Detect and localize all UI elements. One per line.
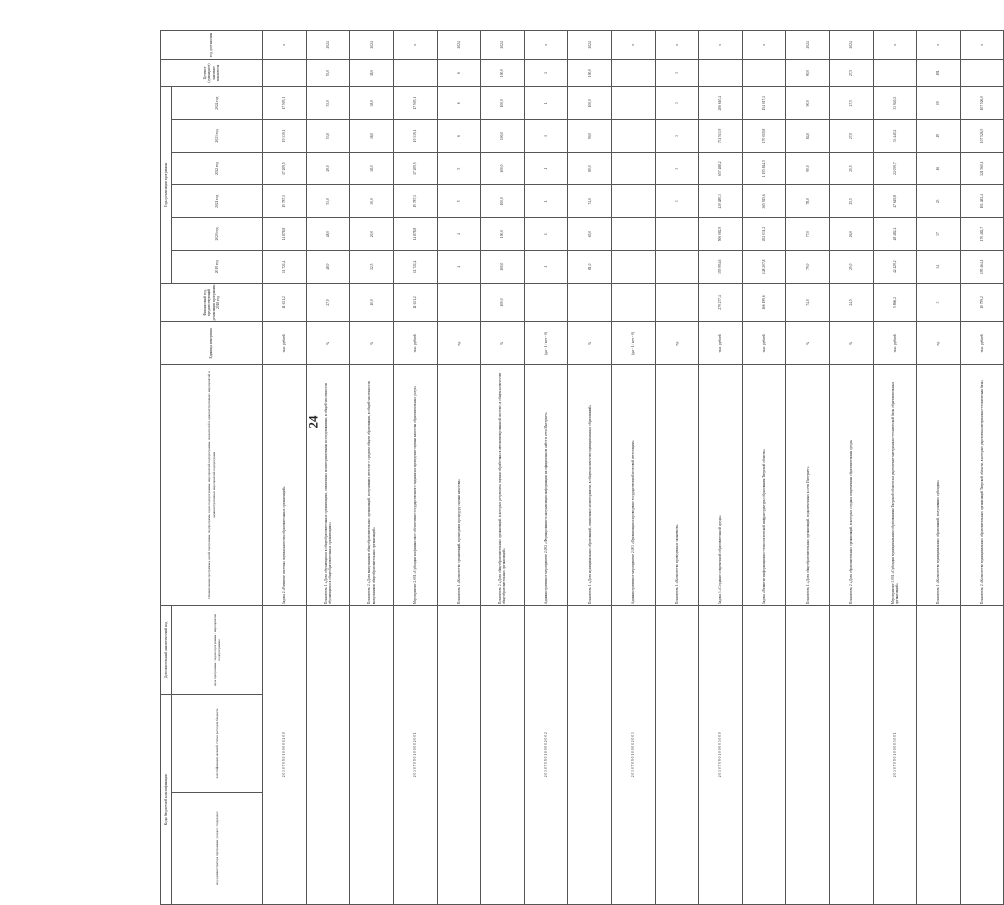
program-table	[160, 30, 1004, 905]
row-year: х	[742, 31, 786, 60]
row-value: 20,0	[350, 218, 394, 251]
row-value: 3	[655, 120, 699, 153]
row-unit: %	[829, 322, 873, 365]
row-value: 17 505,1	[393, 87, 437, 120]
row-year: х	[699, 31, 743, 60]
row-value: 30,0	[350, 185, 394, 218]
header-year-2023: 2023 год	[171, 120, 263, 153]
row-value: 53,0	[306, 87, 350, 120]
row-final: 90,0	[786, 59, 830, 87]
row-value	[611, 152, 655, 185]
row-value: 6	[437, 87, 481, 120]
header-admin: код администратора программы / раздел / подраздел	[171, 792, 263, 904]
row-value: 14 878,8	[263, 218, 307, 251]
header-year-2024: 2024 год	[171, 87, 263, 120]
table-row	[524, 31, 568, 905]
row-value: 65,0	[568, 218, 612, 251]
row-value: 100,0	[481, 87, 525, 120]
row-fin	[437, 283, 481, 322]
row-final: 27,5	[829, 59, 873, 87]
row-value: 27,5	[829, 87, 873, 120]
row-fin: 10,0	[350, 283, 394, 322]
row-code: 2 0 3 0 7 0 9 0 1 0 0 0 0 0 2 0 0	[263, 605, 307, 904]
row-value: 38,0	[350, 87, 394, 120]
row-code	[350, 605, 394, 904]
row-year: 2024	[437, 31, 481, 60]
row-fin: 27,0	[306, 283, 350, 322]
row-final	[873, 59, 917, 87]
table-row	[263, 31, 307, 905]
row-final	[393, 59, 437, 87]
row-value: 100,0	[481, 250, 525, 283]
row-fin: 74,0	[786, 283, 830, 322]
row-fin: 279 277,4	[699, 283, 743, 322]
row-value	[655, 250, 699, 283]
row-value: 17 505,1	[263, 87, 307, 120]
row-value: 49,0	[306, 152, 350, 185]
row-year: 2024	[481, 31, 525, 60]
row-year: х	[263, 31, 307, 60]
row-name: Административное мероприятие 2.003 «Организация и проведение государственной итоговой аттестации»	[611, 365, 655, 605]
table-row	[481, 31, 525, 905]
row-value	[611, 218, 655, 251]
row-value: 100,0	[481, 120, 525, 153]
row-final: 100,0	[481, 59, 525, 87]
header-name: Наименование программы, целей программы, подпрограмм, задач подпрограммы, мероприятий подпрограммы, показателей и административных мероприятий и административных мероприятий подпрограмм	[161, 365, 263, 605]
row-value: 34	[917, 250, 961, 283]
row-code: 2 0 3 0 7 0 9 0 1 0 0 0 0 3 0 0 1	[873, 605, 917, 904]
row-year: х	[655, 31, 699, 60]
row-unit: ед.	[917, 322, 961, 365]
row-code	[786, 605, 830, 904]
row-unit: (да - 1 / нет - 0)	[524, 322, 568, 365]
row-value: 84,0	[786, 120, 830, 153]
row-value: 15 787,1	[263, 185, 307, 218]
row-value	[611, 250, 655, 283]
rotated-table-wrapper	[160, 30, 984, 905]
row-value: 48,0	[306, 250, 350, 283]
row-value: 3	[655, 87, 699, 120]
row-value	[611, 185, 655, 218]
row-name: Показатель 1 «Количество муниципальных образований, получивших субсидии»	[917, 365, 961, 605]
row-value: 121 560,1	[960, 152, 1004, 185]
row-code	[917, 605, 961, 904]
row-value: 4	[437, 250, 481, 283]
row-fin	[568, 283, 612, 322]
row-value: 19 339,1	[263, 120, 307, 153]
row-name: Показатель 2 «Доля образовательных организаций, в которых создана современная образовательная среда»	[829, 365, 873, 605]
table-row	[829, 31, 873, 905]
row-value: 42 429,2	[873, 250, 917, 283]
row-value: 78,0	[786, 185, 830, 218]
row-unit: %	[306, 322, 350, 365]
table-row	[699, 31, 743, 905]
row-name: Задача 2 «Развитие системы оценки качества образовательных организаций»	[263, 365, 307, 605]
row-value: 506 082,9	[699, 218, 743, 251]
row-unit: тыс. рублей	[393, 322, 437, 365]
row-value: 154 017,1	[742, 87, 786, 120]
row-value: 53,0	[306, 185, 350, 218]
row-value: 100,0	[481, 152, 525, 185]
row-unit: %	[350, 322, 394, 365]
row-year: х	[917, 31, 961, 60]
row-value: 33 940,2	[873, 87, 917, 120]
row-value	[611, 120, 655, 153]
row-fin	[524, 283, 568, 322]
header-group-extra: Дополнительный аналитический код	[161, 605, 172, 695]
row-value: 1 155 844,5	[742, 152, 786, 185]
row-value	[655, 218, 699, 251]
header-group-codes: Коды бюджетной классификации	[161, 695, 172, 905]
row-code	[829, 605, 873, 904]
row-name: Показатель 2 «Доля выпускников общеобразовательных организаций, получивших аттестат о среднем общем образовании, в общей численности выпускников общеобразовательных организаций»	[350, 365, 394, 605]
row-year: 2024	[568, 31, 612, 60]
row-value: 38,0	[350, 152, 394, 185]
row-unit: ед.	[437, 322, 481, 365]
row-year: 2024	[306, 31, 350, 60]
row-value: 1	[524, 185, 568, 218]
row-code: 2 0 3 0 7 0 9 0 1 0 0 0 0 3 0 0 0	[699, 605, 743, 904]
row-value: 5	[437, 185, 481, 218]
rotated-table-area	[160, 30, 984, 905]
row-code	[655, 605, 699, 904]
table-row	[350, 31, 394, 905]
row-value: 37	[917, 218, 961, 251]
table-row	[742, 31, 786, 905]
header-fin: Финансовый год, предшествующий реализации программы 2018 год	[161, 283, 263, 322]
row-value: 19 339,1	[393, 120, 437, 153]
row-value: 80,0	[568, 152, 612, 185]
row-name: Мероприятие 2.001 «Субсидии на финансовое обеспечение государственного задания на проведение оценки качества образовательных услуг»	[393, 365, 437, 605]
row-unit: %	[786, 322, 830, 365]
row-name: Мероприятие 3.001 «Субсидии муниципальным образованиям Тверской области на укрепление материально-технической базы образовательных организаций»	[873, 365, 917, 605]
row-unit: %	[481, 322, 525, 365]
row-value: 47 649,8	[873, 185, 917, 218]
row-value: 6	[437, 120, 481, 153]
row-fin	[611, 283, 655, 322]
row-code: 2 0 3 0 7 0 9 0 1 0 0 0 0 2 0 0 2	[524, 605, 568, 904]
table-row	[568, 31, 612, 905]
header-year-2022: 2022 год	[171, 152, 263, 185]
row-final	[263, 59, 307, 87]
row-name: Показатель 2 «Доля общеобразовательных организаций, в которых результаты оценки обработаны в автоматизированной системе, в общем количестве общеобразовательных организаций»	[481, 365, 525, 605]
row-value: 3	[655, 152, 699, 185]
row-year: 2024	[786, 31, 830, 60]
row-fin	[655, 283, 699, 322]
page-number: 24	[305, 415, 321, 429]
row-code	[568, 605, 612, 904]
row-value: 19	[917, 87, 961, 120]
header-year-2020: 2020 год	[171, 218, 263, 251]
row-unit: %	[568, 322, 612, 365]
row-year: 2024	[829, 31, 873, 60]
header-final: Целевое (суммарное) значение показателя	[161, 59, 263, 87]
row-value: 25,5	[829, 185, 873, 218]
row-name: Задача «Развитие информационно-технологической инфраструктуры образования Тверской области»	[742, 365, 786, 605]
row-year: х	[873, 31, 917, 60]
row-value: 101 482,4	[960, 185, 1004, 218]
row-value: 170 019,8	[742, 120, 786, 153]
row-fin: 5 866,2	[873, 283, 917, 322]
row-final: 191	[917, 59, 961, 87]
row-value: 74,0	[568, 185, 612, 218]
row-fin: 24,5	[829, 283, 873, 322]
table-row	[393, 31, 437, 905]
row-final	[742, 59, 786, 87]
row-value: 107 526,5	[960, 120, 1004, 153]
row-value: 1	[524, 152, 568, 185]
row-final: 53,0	[306, 59, 350, 87]
row-value: 148 207,8	[742, 250, 786, 283]
table-row	[917, 31, 961, 905]
row-year: 2024	[350, 31, 394, 60]
row-value: 33 440,2	[873, 120, 917, 153]
row-value: 100,0	[481, 185, 525, 218]
row-value: 53,0	[306, 120, 350, 153]
row-value: 1	[524, 250, 568, 283]
row-value: 1	[524, 87, 568, 120]
table-row	[437, 31, 481, 905]
row-code: 2 0 3 0 7 0 9 0 1 0 0 0 0 2 0 0 3	[611, 605, 655, 904]
row-value: 15 787,1	[393, 185, 437, 218]
row-code: 2 0 3 0 7 0 9 0 1 0 0 0 0 2 0 0 1	[393, 605, 437, 904]
row-name: Показатель 1 «Количество проведенных экзаменов»	[655, 365, 699, 605]
table-row	[873, 31, 917, 905]
row-fin: 166 199,6	[742, 283, 786, 322]
row-value: 1	[524, 218, 568, 251]
row-value: 48 482,4	[873, 218, 917, 251]
row-value: 657 488,2	[699, 152, 743, 185]
row-value: 17 209,5	[263, 152, 307, 185]
row-final	[699, 59, 743, 87]
header-csr: классификация целевой статьи расходов бюджета	[171, 695, 263, 792]
table-row	[655, 31, 699, 905]
row-value: 19	[917, 120, 961, 153]
row-value: 4	[437, 218, 481, 251]
header-year-2019: 2019 год	[171, 250, 263, 283]
row-name: Показатель 1 «Доля муниципальных образований, охваченных мониторингом, в общем количестве муниципальных образований»	[568, 365, 612, 605]
row-code	[960, 605, 1004, 904]
row-unit: тыс. рублей	[263, 322, 307, 365]
row-value: 90,0	[786, 152, 830, 185]
row-value: 3	[655, 185, 699, 218]
row-final	[960, 59, 1004, 87]
row-fin: 11 631,2	[393, 283, 437, 322]
row-fin: 10 759,2	[960, 283, 1004, 322]
row-value: 731 513,9	[699, 120, 743, 153]
row-name: Показатель 2 «Количество муниципальных образовательных организаций Тверской области, в которых укреплена материально-техническая база»	[960, 365, 1004, 605]
row-value: 11 721,4	[393, 250, 437, 283]
row-value: 170 482,7	[960, 218, 1004, 251]
header-unit: Единица измерения	[161, 322, 263, 365]
header-year: год достижения	[161, 31, 263, 60]
row-name: Административное мероприятие 2.002 «Формирование и актуализация информации на официальном сайте в сети Интернет»	[524, 365, 568, 605]
row-value: 26,0	[829, 218, 873, 251]
row-unit: ед.	[655, 322, 699, 365]
row-value: 17 209,5	[393, 152, 437, 185]
row-unit: (да - 1 / нет - 0)	[611, 322, 655, 365]
row-value: 81,0	[568, 250, 612, 283]
row-final: 6	[437, 59, 481, 87]
row-unit: тыс. рублей	[873, 322, 917, 365]
row-value: 5	[437, 152, 481, 185]
row-value	[611, 87, 655, 120]
row-value: 25,5	[829, 152, 873, 185]
row-value: 79,0	[786, 250, 830, 283]
row-year: х	[611, 31, 655, 60]
row-value: 14 878,8	[393, 218, 437, 251]
table-row	[611, 31, 655, 905]
row-final: 3	[655, 59, 699, 87]
header-years-group: Годы реализации программы	[161, 87, 172, 283]
row-value: 452 031,2	[742, 218, 786, 251]
row-value: 16	[917, 152, 961, 185]
row-value: 365 925,6	[742, 185, 786, 218]
row-value: 23	[917, 185, 961, 218]
row-code	[742, 605, 786, 904]
row-value: 11 721,4	[263, 250, 307, 283]
row-code	[437, 605, 481, 904]
row-value: 12,5	[350, 250, 394, 283]
row-value: 90,0	[568, 120, 612, 153]
table-row	[960, 31, 1004, 905]
row-year: х	[960, 31, 1004, 60]
row-code	[481, 605, 525, 904]
row-name: Показатель 1 «Количество организаций, прошедших процедуру оценки качества»	[437, 365, 481, 605]
row-value: 24 039,7	[873, 152, 917, 185]
row-value: 100,0	[481, 218, 525, 251]
row-unit: тыс. рублей	[699, 322, 743, 365]
header-year-2021: 2021 год	[171, 185, 263, 218]
row-value: 355 994,6	[699, 250, 743, 283]
row-final: 100,0	[568, 59, 612, 87]
row-fin: 11 631,2	[263, 283, 307, 322]
row-final	[611, 59, 655, 87]
row-value: 195 464,1	[960, 250, 1004, 283]
table-row	[786, 31, 830, 905]
row-value: 27,0	[829, 120, 873, 153]
row-value: 107 526,0	[960, 87, 1004, 120]
row-name: Задача 3 «Создание современной образовательной среды»	[699, 365, 743, 605]
row-year: х	[393, 31, 437, 60]
row-name: Показатель 1 «Доля общеобразовательных организаций, подключенных к сети Интернет»	[786, 365, 830, 605]
row-year: х	[524, 31, 568, 60]
table-body	[263, 31, 1004, 905]
row-name: Показатель 1 «Доля обучающихся в общеобразовательных организациях, охваченных мониторинговыми исследованиями, в общей численности обучающихся в общеобразовательных организациях»	[306, 365, 350, 605]
row-final: 1	[524, 59, 568, 87]
row-value: 100,0	[568, 87, 612, 120]
row-code	[306, 605, 350, 904]
row-value: 430 480,3	[699, 185, 743, 218]
row-value: 77,0	[786, 218, 830, 251]
row-value: 206 610,4	[699, 87, 743, 120]
row-value: 48,0	[306, 218, 350, 251]
row-value: 90,0	[786, 87, 830, 120]
row-unit: тыс. рублей	[742, 322, 786, 365]
row-fin: 3	[917, 283, 961, 322]
row-fin: 100,0	[481, 283, 525, 322]
row-value: 1	[524, 120, 568, 153]
header-extra: цель программы / задача программы / мероприятие подпрограммы	[171, 605, 263, 695]
table-row	[306, 31, 350, 905]
row-value: 25,0	[829, 250, 873, 283]
row-final: 38,0	[350, 59, 394, 87]
row-unit: тыс. рублей	[960, 322, 1004, 365]
row-value: 38,0	[350, 120, 394, 153]
